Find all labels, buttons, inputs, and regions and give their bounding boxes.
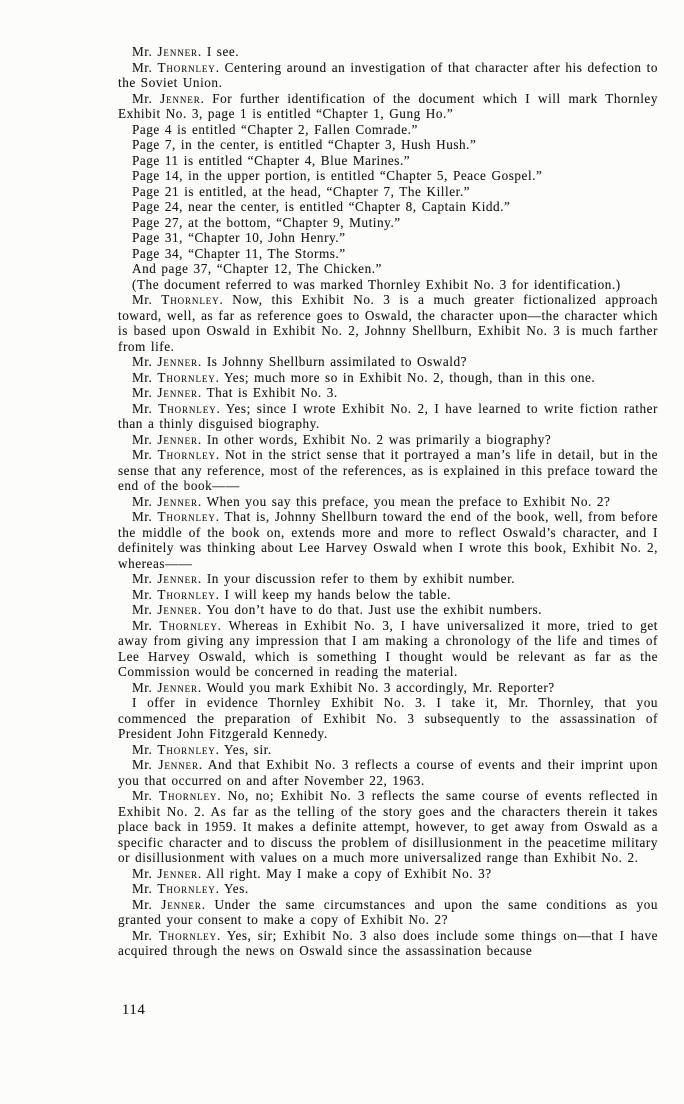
transcript-paragraph bbox=[118, 509, 658, 571]
transcript bbox=[118, 44, 658, 959]
speaker-name: Mr. Jenner bbox=[132, 493, 198, 509]
paragraph-text: . And that Exhibit No. 3 reflects a course of events and their imprint upon you that occurred on and after November 22, 1963. bbox=[118, 757, 658, 788]
paragraph-text: . Centering around an investigation of that character after his defection to the Soviet Union. bbox=[118, 59, 658, 90]
transcript-paragraph bbox=[118, 354, 658, 370]
paragraph-text: And page 37, “Chapter 12, The Chicken.” bbox=[132, 261, 382, 276]
transcript-paragraph bbox=[118, 122, 658, 138]
transcript-paragraph bbox=[118, 246, 658, 262]
transcript-paragraph bbox=[118, 370, 658, 386]
transcript-paragraph bbox=[118, 261, 658, 277]
speaker-name: Mr. Thornley bbox=[132, 447, 216, 462]
transcript-paragraph bbox=[118, 571, 658, 587]
paragraph-text: . In your discussion refer to them by exhibit number. bbox=[197, 571, 516, 586]
transcript-paragraph bbox=[118, 881, 658, 897]
speaker-name: Mr. Thornley bbox=[132, 292, 220, 307]
speaker-name: Mr. Jenner bbox=[132, 90, 201, 106]
paragraph-text: . Yes; since I wrote Exhibit No. 2, I have learned to write fiction rather than a thinly disguised biography. bbox=[118, 400, 658, 431]
paragraph-text: . Yes; much more so in Exhibit No. 2, though, than in this one. bbox=[215, 369, 596, 385]
paragraph-text: Page 31, “Chapter 10, John Henry.” bbox=[132, 230, 346, 245]
speaker-name: Mr. Jenner bbox=[132, 385, 198, 400]
paragraph-text: . I see. bbox=[197, 44, 240, 59]
transcript-paragraph bbox=[118, 432, 658, 448]
paragraph-text: Page 21 is entitled, at the head, “Chapter 7, The Killer.” bbox=[132, 183, 471, 199]
paragraph-text: . Yes, sir; Exhibit No. 3 also does include some things on—that I have acquired through the news on Oswald since the assassination because bbox=[118, 927, 658, 958]
paragraph-text: . Not in the strict sense that it portrayed a man’s life in detail, but in the sense that any reference, most of the references, as is explained in this preface toward the end of the book—— bbox=[118, 447, 658, 493]
transcript-paragraph bbox=[118, 277, 658, 293]
paragraph-text: . You don’t have to do that. Just use the exhibit numbers. bbox=[197, 602, 543, 617]
speaker-name: Mr. Jenner bbox=[132, 865, 198, 881]
paragraph-text: Page 4 is entitled “Chapter 2, Fallen Comrade.” bbox=[132, 121, 418, 137]
transcript-paragraph bbox=[118, 680, 658, 696]
paragraph-text: . All right. May I make a copy of Exhibit No. 3? bbox=[197, 865, 492, 881]
speaker-name: Mr. Thornley bbox=[132, 400, 217, 416]
paragraph-text: . In other words, Exhibit No. 2 was primarily a biography? bbox=[197, 431, 552, 447]
transcript-paragraph bbox=[118, 230, 658, 246]
transcript-paragraph bbox=[118, 168, 658, 184]
paragraph-text: Page 11 is entitled “Chapter 4, Blue Marines.” bbox=[132, 152, 411, 168]
transcript-paragraph bbox=[118, 447, 658, 494]
paragraph-text: . That is Exhibit No. 3. bbox=[197, 385, 338, 400]
speaker-name: Mr. Thornley bbox=[132, 927, 217, 943]
speaker-name: Mr. Jenner bbox=[132, 431, 198, 447]
speaker-name: Mr. Thornley bbox=[132, 741, 216, 757]
paragraph-text: Page 14, in the upper portion, is entitled “Chapter 5, Peace Gospel.” bbox=[132, 168, 543, 183]
paragraph-text: . For further identification of the document which I will mark Thornley Exhibit No. 3, page 1 is entitled “Chapter 1, Gung Ho.” bbox=[118, 90, 658, 121]
speaker-name: Mr. Jenner bbox=[132, 44, 198, 59]
paragraph-text: Page 27, at the bottom, “Chapter 9, Mutiny.” bbox=[132, 214, 401, 230]
transcript-paragraph bbox=[118, 292, 658, 354]
speaker-name: Mr. Thornley bbox=[132, 586, 216, 602]
speaker-name: Mr. Jenner bbox=[132, 679, 198, 695]
paragraph-text: . No, no; Exhibit No. 3 reflects the same course of events reflected in Exhibit No. 2. As far as the telling of the story goes and the characters therein it takes place back in 1959. It makes a definite attempt, however, to get away from Oswald as a specific character and to discuss the problem of disillusionment in the peacetime military or disillusionment with values on a much more universalized range than Exhibit No. 2. bbox=[118, 788, 658, 865]
transcript-paragraph bbox=[118, 199, 658, 215]
transcript-paragraph bbox=[118, 215, 658, 231]
paragraph-text: I offer in evidence Thornley Exhibit No. 3. I take it, Mr. Thornley, that you commenced the preparation of Exhibit No. 3 subsequently to the assassination of President John Fitzgerald Kennedy. bbox=[118, 695, 658, 741]
speaker-name: Mr. Thornley bbox=[132, 59, 216, 75]
paragraph-text: . Yes, sir. bbox=[215, 741, 272, 757]
paragraph-text: . Is Johnny Shellburn assimilated to Oswald? bbox=[197, 354, 468, 369]
transcript-paragraph bbox=[118, 91, 658, 122]
transcript-paragraph bbox=[118, 385, 658, 401]
paragraph-text: Page 7, in the center, is entitled “Chapter 3, Hush Hush.” bbox=[132, 137, 477, 152]
speaker-name: Mr. Thornley bbox=[132, 369, 216, 385]
transcript-paragraph bbox=[118, 602, 658, 618]
speaker-name: Mr. Thornley bbox=[132, 881, 216, 896]
paragraph-text: . Whereas in Exhibit No. 3, I have universalized it more, tried to get away from giving any impression that I am making a chronology of the life and times of Lee Harvey Oswald, which is something I thought would be relevant as far as the Commission would be concerned in reading the material. bbox=[118, 617, 658, 679]
transcript-paragraph bbox=[118, 494, 658, 510]
page-number: 114 bbox=[122, 1002, 146, 1018]
paragraph-text: . Now, this Exhibit No. 3 is a much greater fictionalized approach toward, well, as far as reference goes to Oswald, the character upon—the character which is based upon Oswald in Exhibit No. 2, Johnny Shellburn, Exhibit No. 3 is much farther from life. bbox=[118, 292, 658, 354]
paragraph-text: . Under the same circumstances and upon the same conditions as you granted your consent to make a copy of Exhibit No. 2? bbox=[118, 896, 658, 927]
transcript-paragraph bbox=[118, 44, 658, 60]
transcript-paragraph bbox=[118, 587, 658, 603]
transcript-paragraph bbox=[118, 866, 658, 882]
transcript-paragraph bbox=[118, 60, 658, 91]
speaker-name: Mr. Thornley bbox=[132, 788, 218, 803]
transcript-paragraph bbox=[118, 137, 658, 153]
speaker-name: Mr. Jenner bbox=[132, 354, 198, 369]
transcript-paragraph bbox=[118, 153, 658, 169]
speaker-name: Mr. Jenner bbox=[132, 757, 199, 772]
paragraph-text: (The document referred to was marked Thornley Exhibit No. 3 for identification.) bbox=[132, 276, 621, 292]
paragraph-text: . When you say this preface, you mean the preface to Exhibit No. 2? bbox=[197, 493, 611, 509]
speaker-name: Mr. Jenner bbox=[132, 571, 198, 586]
transcript-paragraph bbox=[118, 788, 658, 866]
transcript-paragraph bbox=[118, 618, 658, 680]
speaker-name: Mr. Jenner bbox=[132, 602, 198, 617]
paragraph-text: . Would you mark Exhibit No. 3 accordingly, Mr. Reporter? bbox=[197, 679, 555, 695]
transcript-paragraph bbox=[118, 757, 658, 788]
speaker-name: Mr. Thornley bbox=[132, 509, 216, 524]
speaker-name: Mr. Thornley bbox=[132, 617, 218, 633]
speaker-name: Mr. Jenner bbox=[132, 896, 202, 912]
paragraph-text: . That is, Johnny Shellburn toward the end of the book, well, from before the middle of the book on, extends more and more to reflect Oswald’s character, and I definitely was thinking about Lee Harvey Oswald when I wrote this book, Exhibit No. 2, whereas—— bbox=[118, 509, 658, 571]
paragraph-text: Page 34, “Chapter 11, The Storms.” bbox=[132, 245, 346, 261]
transcript-paragraph bbox=[118, 184, 658, 200]
transcript-paragraph bbox=[118, 928, 658, 959]
transcript-paragraph bbox=[118, 742, 658, 758]
paragraph-text: . Yes. bbox=[215, 881, 249, 896]
paragraph-text: Page 24, near the center, is entitled “Chapter 8, Captain Kidd.” bbox=[132, 199, 511, 214]
paragraph-text: . I will keep my hands below the table. bbox=[215, 586, 452, 602]
transcript-paragraph bbox=[118, 897, 658, 928]
transcript-paragraph bbox=[118, 695, 658, 742]
transcript-paragraph bbox=[118, 401, 658, 432]
